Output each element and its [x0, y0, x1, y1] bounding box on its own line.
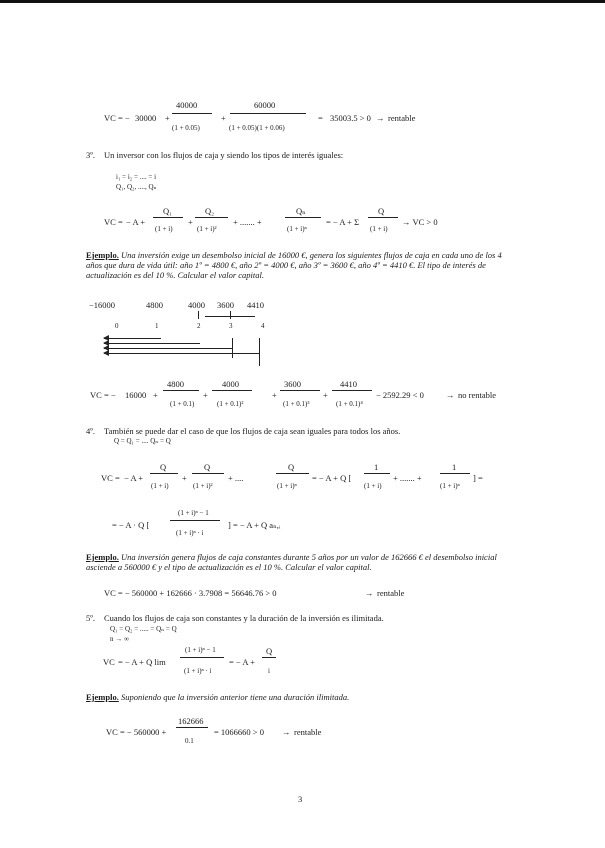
- item-text: Cuando los flujos de caja son constantes y la duración de la inversión es ilimitada.: [104, 613, 384, 623]
- van-label: VC: [106, 727, 118, 737]
- fraction-bar: [364, 473, 390, 474]
- condition: Q = Q₁ = .... Qₙ = Q: [114, 437, 171, 445]
- fraction-bar: [280, 390, 320, 391]
- discount-arrow: [104, 348, 232, 349]
- fraction-bar: [276, 473, 309, 474]
- period-label: 2: [197, 322, 201, 330]
- van-label: VC: [104, 217, 116, 227]
- fraction-denominator: (1 + 0.05): [172, 124, 200, 132]
- fraction-bar: [170, 520, 220, 521]
- fraction-denominator: (1 + i)ⁿ · i: [176, 529, 204, 537]
- item-marker: 5º.: [86, 613, 96, 623]
- fraction-denominator: (1 + i)ⁿ · i: [184, 667, 212, 675]
- item-text: También se puede dar el caso de que los flujos de caja sean iguales para todos los años.: [104, 426, 401, 436]
- fraction-denominator: i: [268, 667, 270, 675]
- item-marker: 4º.: [86, 426, 96, 436]
- fraction-numerator: 162666: [178, 716, 204, 726]
- cash-flow-value: 4000: [188, 300, 205, 310]
- initial-outlay: 16000: [125, 390, 147, 400]
- cash-flow-value: 3600: [217, 300, 234, 310]
- fraction-denominator: (1 + 0.1)²: [217, 400, 244, 408]
- fraction-bar: [262, 657, 276, 658]
- fraction-denominator: (1 + 0.1)³: [283, 400, 310, 408]
- period-label: 4: [261, 322, 265, 330]
- period-label: 0: [115, 322, 119, 330]
- fraction-numerator: 4410: [340, 379, 357, 389]
- initial-outlay: 30000: [135, 113, 157, 123]
- fraction-numerator: (1 + i)ⁿ − 1: [185, 646, 216, 654]
- fraction-denominator: (1 + 0.05)(1 + 0.06): [229, 124, 285, 132]
- fraction-bar: [176, 727, 208, 728]
- example-text: Una inversión genera flujos de caja constantes durante 5 años por un valor de 162666 € el desembolso inicial asciende a 560000 € y el tipo de actualización es el 10 %. Calcular el valor capital.: [86, 552, 497, 572]
- fraction-denominator: (1 + 0.1): [170, 400, 195, 408]
- fraction-denominator: (1 + 0.1)⁴: [336, 400, 363, 408]
- fraction-numerator: 60000: [254, 100, 276, 110]
- fraction-numerator: (1 + i)ⁿ − 1: [178, 509, 209, 517]
- page-number: 3: [298, 794, 303, 804]
- verdict: rentable: [388, 113, 416, 123]
- page-top-border: [0, 0, 605, 3]
- fraction-numerator: 4000: [222, 379, 239, 389]
- arrow-symbol: →: [282, 727, 291, 737]
- fraction-numerator: 4800: [167, 379, 184, 389]
- fraction-bar: [368, 217, 398, 218]
- fraction-bar: [180, 657, 224, 658]
- van-label: VC: [101, 473, 113, 483]
- period-label: 1: [155, 322, 159, 330]
- fraction-bar: [195, 217, 228, 218]
- fraction-bar: [230, 113, 306, 114]
- example-text: Una inversión exige un desembolso inicial de 16000 €, genera los siguientes flujos de caja en cada uno de los 4 años que dura de vida útil: año 1º = 4800 €, año 2º = 4000 €, año 3º = 3600 €, año 4º = 4410 €. El tipo de interés de actualización es del 10 %. Calcular el valor capital.: [86, 250, 502, 280]
- example-label: Ejemplo.: [86, 552, 119, 562]
- cash-flow-value: −16000: [89, 300, 116, 310]
- fraction-numerator: 3600: [284, 379, 301, 389]
- arrow-symbol: →: [365, 588, 374, 598]
- discount-arrow: [104, 338, 161, 339]
- fraction-bar: [332, 390, 372, 391]
- verdict: rentable: [377, 588, 405, 598]
- van-label: VC: [103, 657, 115, 667]
- fraction-bar: [440, 473, 470, 474]
- example-text: Suponiendo que la inversión anterior tiene una duración ilimitada.: [120, 692, 350, 702]
- fraction-bar: [192, 473, 224, 474]
- condition: n → ∞: [110, 635, 129, 643]
- verdict: no rentable: [458, 390, 496, 400]
- result-value: 35003.5 > 0: [330, 113, 371, 123]
- discount-arrow: [104, 353, 259, 354]
- result-value: − 2592.29 < 0: [376, 390, 424, 400]
- fraction-numerator: Q: [266, 646, 273, 656]
- item-text: Un inversor con los flujos de caja y siendo los tipos de interés iguales:: [104, 150, 344, 160]
- fraction-bar: [163, 390, 199, 391]
- example-label: Ejemplo.: [86, 692, 119, 702]
- condition: Q₁ = Q₂ = ..... = Qₙ = Q: [110, 625, 177, 633]
- van-label: VC: [90, 390, 102, 400]
- fraction-denominator: 0.1: [185, 737, 194, 745]
- fraction-bar: [212, 390, 252, 391]
- condition: i₁ = i₂ = .... = i: [116, 173, 157, 181]
- verdict: rentable: [294, 727, 322, 737]
- arrow-symbol: →: [446, 390, 455, 400]
- example-label: Ejemplo.: [86, 250, 119, 260]
- example-equation: VC = − 560000 + 162666 · 3.7908 = 56646.76 > 0: [104, 588, 277, 598]
- fraction-bar: [153, 217, 183, 218]
- discount-arrow: [104, 343, 200, 344]
- item-marker: 3º.: [86, 150, 96, 160]
- period-label: 3: [229, 322, 233, 330]
- cash-flow-value: 4410: [247, 300, 264, 310]
- cash-flow-value: 4800: [146, 300, 163, 310]
- fraction-bar: [285, 217, 321, 218]
- van-label: VC: [104, 113, 116, 123]
- arrow-symbol: →: [376, 113, 385, 123]
- result-value: = 1066660 > 0: [214, 727, 264, 737]
- fraction-numerator: 40000: [176, 100, 198, 110]
- condition: Q₁, Q₂, ...., Qₙ: [116, 183, 157, 191]
- fraction-bar: [150, 473, 178, 474]
- fraction-bar: [172, 113, 212, 114]
